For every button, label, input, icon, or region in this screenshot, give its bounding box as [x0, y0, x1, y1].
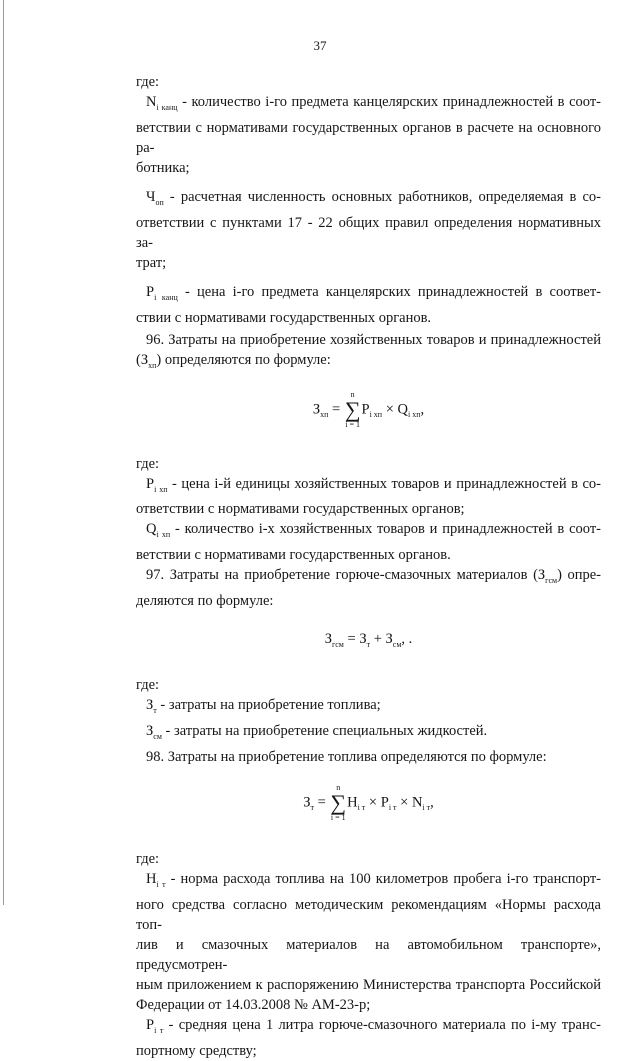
formula-term-sub: i хп: [369, 409, 383, 419]
definition-text: ботника;: [136, 159, 190, 176]
formula-eq: =: [332, 400, 341, 417]
definition-text: - количество i-х хозяйственных товаров и принадлежностей в соот-: [175, 521, 602, 538]
formula-term: Q: [397, 400, 409, 417]
item-96-line2: [136, 350, 601, 376]
formula-lhs-sub: т: [310, 803, 314, 813]
symbol: P: [146, 475, 155, 492]
definition-text: - цена i-го предмета канцелярских принадлежностей в соответ-: [184, 283, 601, 300]
formula-term: P: [380, 794, 389, 811]
formula-times: ×: [368, 794, 378, 811]
symbol-subscript: i т: [156, 879, 166, 889]
definition-p-kants: [136, 282, 601, 328]
symbol-subscript: i канц: [156, 102, 178, 112]
formula-tail: ,: [420, 400, 425, 417]
definition-text: ответствии с нормативами государственных органов;: [136, 501, 465, 518]
definition-ch-op: [136, 187, 601, 273]
formula-term-sub: i т: [388, 803, 397, 813]
where-label: где:: [136, 851, 160, 868]
formula-term-sub: см: [392, 640, 402, 650]
symbol: Ч: [146, 188, 156, 205]
formula-term: З: [385, 631, 393, 648]
formula-times: ×: [400, 794, 409, 811]
symbol: Q: [146, 521, 157, 538]
symbol-subscript: т: [153, 706, 157, 716]
definition-p-t: [136, 1015, 601, 1061]
formula-lhs: З: [312, 400, 321, 417]
scan-margin-line: [3, 0, 4, 905]
item-97-line2: деляются по формуле:: [136, 593, 274, 610]
where-label: где:: [136, 455, 160, 472]
sum-lower: i = 1: [330, 813, 346, 823]
formula-times: ×: [385, 400, 394, 417]
symbol: H: [146, 871, 157, 888]
symbol-subscript: i хп: [156, 530, 171, 540]
paren-close: ): [156, 351, 162, 368]
symbol-subscript: оп: [155, 197, 164, 207]
formula-term-sub: i т: [422, 803, 431, 813]
symbol-subscript: i хп: [154, 484, 168, 494]
formula-lhs-sub: гсм: [331, 640, 344, 650]
paren-open: (З: [136, 351, 149, 368]
definition-n-kants: [136, 92, 601, 178]
item-96-rest: определяются по формуле:: [164, 351, 331, 368]
formula-term-sub: т: [366, 640, 371, 650]
definition-z-t: [136, 695, 601, 721]
definition-text: - расчетная численность основных работников, определяемая в со-: [169, 188, 602, 205]
symbol-subscript: гсм: [545, 576, 558, 586]
definition-h-t: [136, 869, 601, 1015]
formula-lhs-sub: хп: [320, 409, 329, 419]
where-label: где:: [136, 74, 160, 90]
where-label: где:: [136, 677, 160, 694]
sum-lower: i = 1: [345, 419, 361, 429]
definition-text: трат;: [136, 254, 167, 271]
formula-lhs: З: [324, 631, 332, 648]
document-body: [136, 72, 601, 1061]
definition-text: лив и смазочных материалов на автомобильном транспорте», предусмотрен-: [136, 936, 601, 973]
definition-text: - количество i-го предмета канцелярских принадлежностей в соот-: [182, 94, 601, 110]
item-97-line1: [136, 565, 601, 591]
definition-text: - затраты на приобретение специальных жидкостей.: [165, 723, 488, 740]
paren-close: ): [557, 567, 562, 584]
definition-text: ответствии с пунктами 17 - 22 общих правил определения нормативных за-: [136, 214, 601, 251]
definition-text: ным приложением к распоряжению Министерства транспорта Российской: [136, 976, 601, 993]
symbol: N: [146, 94, 157, 110]
symbol: P: [146, 283, 155, 300]
definition-text: портному средству;: [136, 1042, 257, 1059]
item-96-text: 96. Затраты на приобретение хозяйственных товаров и принадлежностей: [146, 331, 601, 348]
formula-eq: =: [347, 631, 356, 648]
formula-term: З: [359, 631, 367, 648]
symbol-subscript: i канц: [154, 292, 178, 302]
symbol-subscript: i т: [154, 1025, 164, 1035]
formula-zhp: [136, 390, 601, 446]
formula-lhs: З: [303, 794, 311, 811]
formula-eq: =: [317, 794, 326, 811]
formula-term: P: [361, 400, 370, 417]
definition-text: - цена i-й единицы хозяйственных товаров и принадлежностей в со-: [172, 475, 602, 492]
summation-sign: [345, 390, 361, 430]
page-number: 37: [313, 38, 327, 53]
item-97-hyphen: опре-: [567, 567, 602, 584]
definition-text: Федерации от 14.03.2008 № АМ-23-р;: [136, 996, 371, 1013]
sum-symbol: ∑: [330, 790, 347, 816]
formula-zt: [136, 783, 601, 839]
paren-open: (З: [533, 567, 546, 584]
formula-tail: ,: [430, 794, 434, 811]
symbol: З: [146, 723, 154, 740]
item-98-text: 98. Затраты на приобретение топлива определяются по формуле:: [146, 749, 547, 766]
item-97-text: 97. Затраты на приобретение горюче-смазочных материалов: [146, 567, 528, 584]
formula-term-sub: i хп: [408, 409, 421, 419]
formula-tail: , .: [401, 631, 413, 648]
symbol-subscript: хп: [148, 360, 157, 370]
definition-text: - средняя цена 1 литра горюче-смазочного материала по i-му транс-: [168, 1016, 601, 1033]
formula-term-sub: i т: [357, 803, 366, 813]
definition-text: ного средства согласно методическим рекомендациям «Нормы расхода топ-: [136, 896, 601, 933]
summation-sign: [330, 783, 346, 823]
formula-zgsm: [136, 629, 601, 667]
definition-z-sm: [136, 721, 601, 747]
symbol-subscript: см: [153, 732, 162, 742]
definition-p-khp: [136, 474, 601, 520]
sum-symbol: ∑: [344, 396, 361, 422]
symbol: З: [146, 697, 154, 714]
sum-upper: n: [350, 389, 355, 399]
definition-text: - норма расхода топлива на 100 километров пробега i-го транспорт-: [170, 871, 601, 888]
definition-text: ветствии с нормативами государственных органов.: [136, 547, 451, 564]
symbol: P: [146, 1016, 155, 1033]
definition-q-khp: [136, 519, 601, 565]
definition-text: ветствии с нормативами государственных органов в расчете на основного ра-: [136, 119, 601, 156]
formula-term: H: [347, 794, 358, 811]
sum-upper: n: [336, 783, 341, 793]
formula-term: N: [411, 794, 423, 811]
definition-text: ствии с нормативами государственных органов.: [136, 309, 432, 326]
formula-plus: +: [373, 631, 382, 648]
definition-text: - затраты на приобретение топлива;: [160, 697, 381, 714]
